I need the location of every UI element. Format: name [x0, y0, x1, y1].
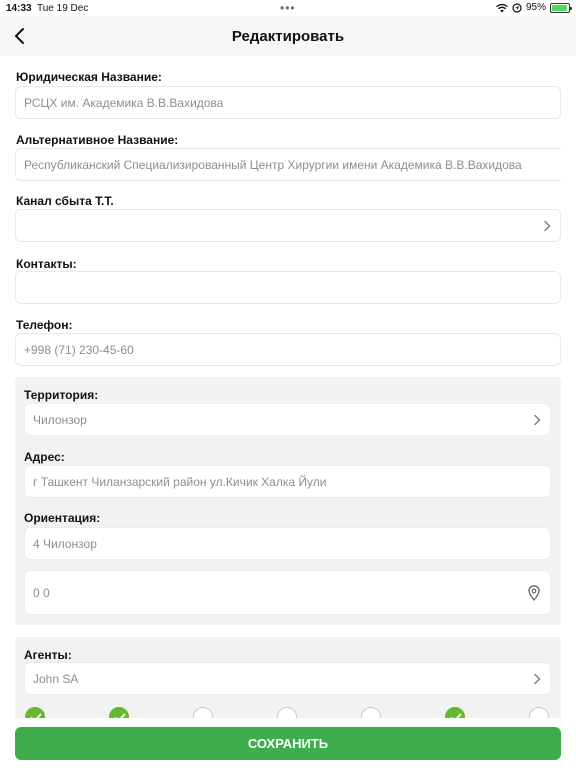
battery-percent: 95%	[525, 2, 546, 13]
location-group	[15, 377, 561, 625]
battery-icon	[550, 3, 570, 13]
navigation-bar	[0, 16, 576, 56]
territory-label: Территория:	[24, 388, 99, 402]
address-value: г Ташкент Чиланзарский район ул.Кичик Халка Йули	[33, 475, 327, 489]
multitasking-dots-icon[interactable]: •••	[280, 1, 296, 15]
address-label: Адрес:	[24, 450, 65, 464]
agents-select[interactable]	[24, 662, 551, 695]
contacts-field[interactable]	[15, 271, 561, 304]
phone-field[interactable]	[15, 333, 561, 366]
legal-name-value: РСЦХ им. Академика В.В.Вахидова	[24, 96, 224, 110]
save-button[interactable]	[15, 727, 561, 760]
chevron-right-icon	[532, 673, 542, 685]
location-pin-icon[interactable]	[528, 585, 540, 601]
alt-name-field[interactable]	[15, 148, 561, 181]
status-date: Tue 19 Dec	[37, 3, 89, 14]
alt-name-value: Республиканский Специализированный Центр Хирургии имени Академика В.В.Вахидова	[24, 158, 522, 172]
status-right	[496, 2, 570, 13]
save-button-label: СОХРАНИТЬ	[247, 736, 329, 751]
orientation-label: Ориентация:	[24, 511, 101, 525]
agents-label: Агенты:	[24, 648, 72, 662]
wifi-icon	[496, 3, 508, 13]
location-services-icon	[512, 3, 522, 13]
chevron-right-icon	[532, 414, 542, 426]
status-time: 14:33	[6, 3, 32, 14]
legal-name-field[interactable]	[15, 86, 561, 119]
phone-value: +998 (71) 230-45-60	[24, 343, 134, 357]
alt-name-label: Альтернативное Название:	[16, 133, 179, 147]
phone-label: Телефон:	[16, 318, 73, 332]
coordinates-field[interactable]	[24, 570, 551, 615]
chevron-right-icon	[542, 220, 552, 232]
territory-select[interactable]	[24, 403, 551, 436]
status-bar	[0, 0, 576, 16]
orientation-field[interactable]	[24, 527, 551, 560]
channel-label: Канал сбыта Т.Т.	[16, 194, 114, 208]
coordinates-value: 0 0	[33, 586, 50, 600]
legal-name-label: Юридическая Название:	[16, 70, 162, 84]
battery-fill	[552, 5, 567, 11]
channel-select[interactable]	[15, 209, 561, 242]
contacts-label: Контакты:	[16, 257, 77, 271]
address-field[interactable]	[24, 465, 551, 498]
agents-value: John SA	[33, 672, 79, 686]
page-title: Редактировать	[231, 28, 345, 45]
territory-value: Чилонзор	[33, 413, 87, 427]
orientation-value: 4 Чилонзор	[33, 537, 97, 551]
